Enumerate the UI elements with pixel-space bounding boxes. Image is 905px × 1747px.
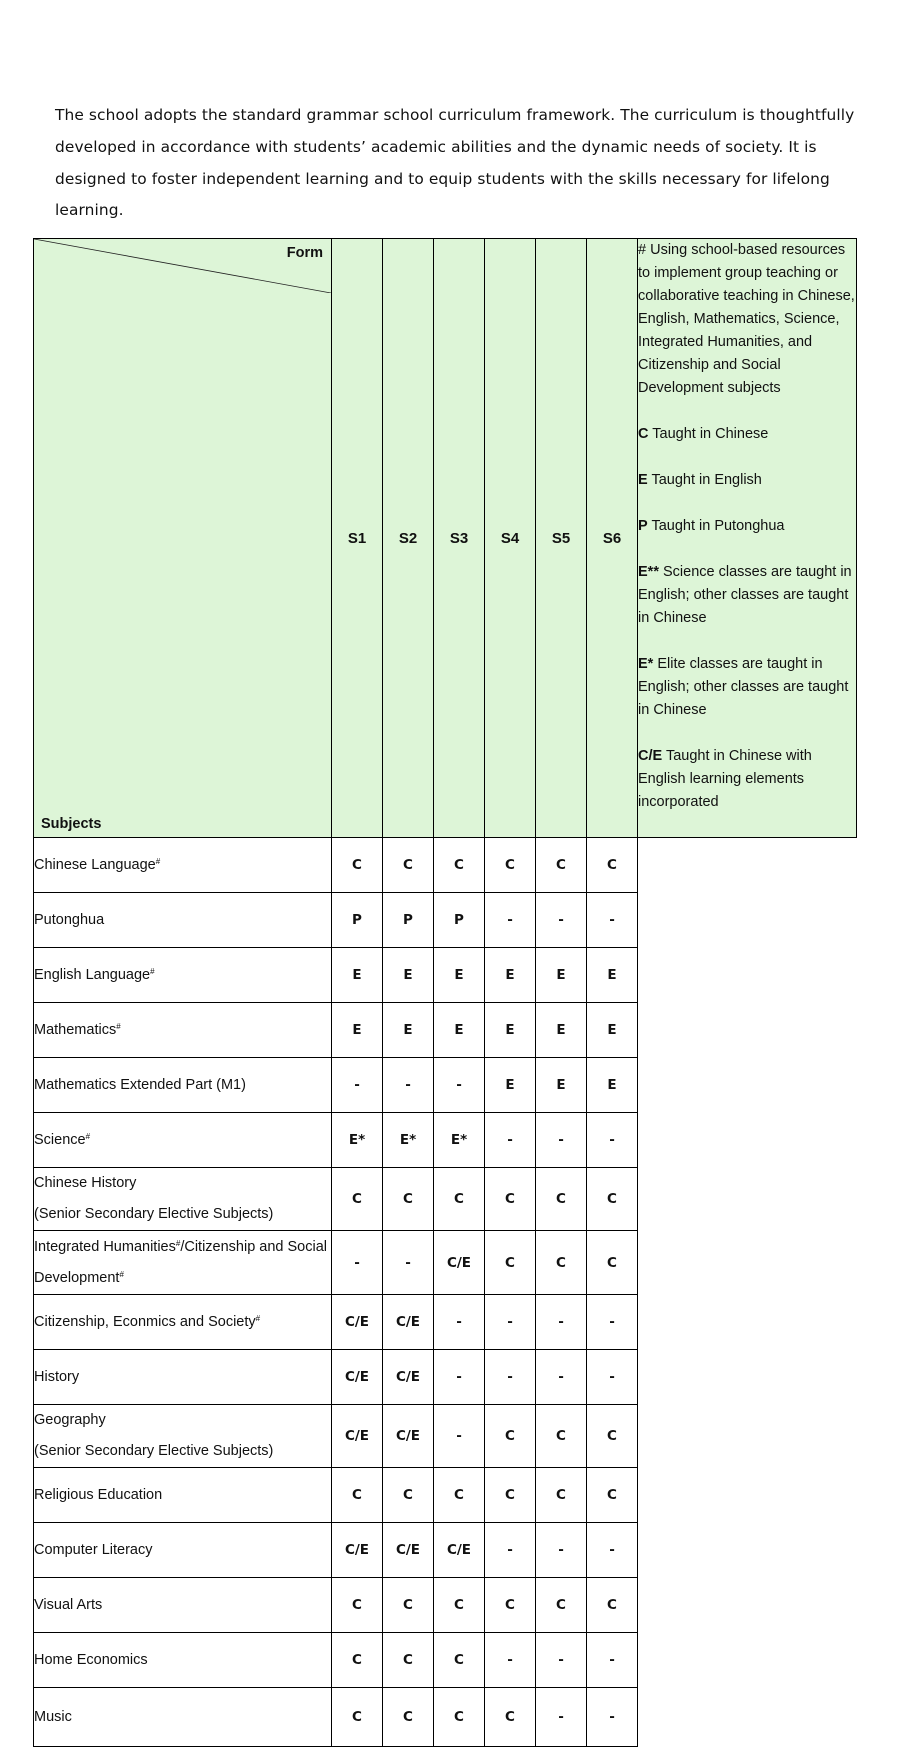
medium-cell-s2: C (383, 1468, 434, 1523)
medium-cell-s1: C/E (332, 1350, 383, 1405)
legend-key: P (638, 518, 648, 534)
medium-cell-s1: C (332, 1578, 383, 1633)
subject-cell (34, 1058, 332, 1113)
medium-cell-s4: C (485, 1468, 536, 1523)
table-row (34, 1058, 857, 1113)
medium-cell-s4: - (485, 1350, 536, 1405)
medium-cell-s3: - (434, 1405, 485, 1468)
footnote-mark: # (116, 1021, 121, 1031)
subject-name: English Language (34, 966, 151, 983)
medium-cell-s3: C (434, 1578, 485, 1633)
medium-cell-s5: - (536, 1633, 587, 1688)
footnote-mark: # (150, 966, 155, 976)
legend-key: E (638, 472, 648, 488)
medium-cell-s2: C (383, 838, 434, 893)
subject-name: Visual Arts (34, 1596, 103, 1613)
medium-cell-s4: - (485, 1523, 536, 1578)
table-row (34, 1633, 857, 1688)
medium-cell-s6: - (587, 1523, 638, 1578)
form-header-s5: S5 (536, 239, 587, 838)
legend-text: # Using school-based resources to implement group teaching or collaborative teaching in Chinese, English, Mathematics, Science, Integrated Humanities, and Citizenship and Social Development subjects (638, 242, 855, 396)
medium-cell-s2: C (383, 1168, 434, 1231)
medium-cell-s3: C/E (434, 1523, 485, 1578)
legend-item (638, 745, 856, 814)
legend-item (638, 653, 856, 722)
table-row (34, 1468, 857, 1523)
form-header-s6: S6 (587, 239, 638, 838)
medium-cell-s2: - (383, 1058, 434, 1113)
table-row (34, 1231, 857, 1295)
subject-name: Computer Literacy (34, 1541, 153, 1558)
medium-cell-s4: C (485, 1688, 536, 1747)
table-row (34, 1295, 857, 1350)
medium-cell-s6: E (587, 948, 638, 1003)
medium-cell-s4: E (485, 1058, 536, 1113)
medium-cell-s6: C (587, 1405, 638, 1468)
medium-cell-s3: E (434, 948, 485, 1003)
medium-cell-s6: E (587, 1003, 638, 1058)
medium-cell-s4: E (485, 948, 536, 1003)
legend-item (638, 515, 856, 538)
medium-cell-s6: - (587, 1295, 638, 1350)
medium-cell-s1: - (332, 1058, 383, 1113)
medium-cell-s1: C (332, 1468, 383, 1523)
legend-key: E* (638, 656, 654, 672)
medium-cell-s5: C (536, 1405, 587, 1468)
medium-cell-s6: C (587, 838, 638, 893)
table-row (34, 893, 857, 948)
form-header-s2: S2 (383, 239, 434, 838)
curriculum-table (33, 238, 857, 1747)
form-header-s3: S3 (434, 239, 485, 838)
medium-cell-s3: - (434, 1295, 485, 1350)
medium-cell-s3: - (434, 1350, 485, 1405)
subject-cell (34, 1350, 332, 1405)
subject-name: Putonghua (34, 911, 105, 928)
medium-cell-s1: C/E (332, 1523, 383, 1578)
legend-text: Elite classes are taught in English; other classes are taught in Chinese (638, 656, 849, 718)
table-row (34, 1168, 857, 1231)
legend-text: Taught in Putonghua (647, 518, 785, 534)
legend-text: Taught in Chinese (648, 426, 769, 442)
subject-subtitle: Development (34, 1269, 120, 1286)
subject-cell (34, 1003, 332, 1058)
medium-cell-s6: C (587, 1231, 638, 1295)
subject-cell (34, 1523, 332, 1578)
subject-name: Home Economics (34, 1651, 148, 1668)
medium-cell-s6: C (587, 1168, 638, 1231)
medium-cell-s4: C (485, 1168, 536, 1231)
medium-cell-s1: C (332, 1168, 383, 1231)
medium-cell-s5: C (536, 838, 587, 893)
legend-text: Taught in English (647, 472, 762, 488)
medium-cell-s5: - (536, 1350, 587, 1405)
form-subjects-header (34, 239, 332, 838)
table-row (34, 1523, 857, 1578)
legend-text: Science classes are taught in English; other classes are taught in Chinese (638, 564, 852, 626)
subject-name: Mathematics (34, 1021, 117, 1038)
subject-name: Chinese History (34, 1175, 137, 1191)
legend-text: Taught in Chinese with English learning elements incorporated (638, 748, 812, 810)
medium-cell-s4: C (485, 1578, 536, 1633)
subject-name: Mathematics Extended Part (M1) (34, 1076, 246, 1093)
medium-cell-s6: - (587, 1633, 638, 1688)
medium-cell-s6: - (587, 1350, 638, 1405)
medium-cell-s6: - (587, 893, 638, 948)
medium-cell-s1: - (332, 1231, 383, 1295)
legend-panel (638, 239, 857, 838)
table-row (34, 1688, 857, 1747)
table-header-row (34, 239, 857, 838)
medium-cell-s5: - (536, 1295, 587, 1350)
medium-cell-s3: E* (434, 1113, 485, 1168)
medium-cell-s3: C/E (434, 1231, 485, 1295)
subject-name: Music (34, 1708, 72, 1725)
medium-cell-s2: E* (383, 1113, 434, 1168)
legend-item (638, 423, 856, 446)
subject-cell (34, 1113, 332, 1168)
table-row (34, 1113, 857, 1168)
medium-cell-s3: C (434, 1688, 485, 1747)
legend-item (638, 469, 856, 492)
subject-name: Religious Education (34, 1486, 163, 1503)
subject-cell (34, 948, 332, 1003)
form-header-s4: S4 (485, 239, 536, 838)
subject-cell (34, 1405, 332, 1468)
medium-cell-s3: C (434, 1633, 485, 1688)
legend-item (638, 239, 856, 400)
legend-key: C (638, 426, 649, 442)
medium-cell-s1: C (332, 838, 383, 893)
medium-cell-s2: C (383, 1578, 434, 1633)
medium-cell-s5: - (536, 893, 587, 948)
subject-name: Chinese Language (34, 856, 156, 873)
medium-cell-s2: P (383, 893, 434, 948)
medium-cell-s5: C (536, 1468, 587, 1523)
footnote-mark: # (155, 856, 161, 866)
subject-name: Integrated Humanities (34, 1238, 176, 1255)
medium-cell-s4: E (485, 1003, 536, 1058)
medium-cell-s1: C (332, 1633, 383, 1688)
medium-cell-s1: C/E (332, 1295, 383, 1350)
medium-cell-s5: E (536, 1003, 587, 1058)
medium-cell-s5: - (536, 1688, 587, 1747)
medium-cell-s6: E (587, 1058, 638, 1113)
subject-cell (34, 1688, 332, 1747)
legend-key: E** (638, 564, 659, 580)
medium-cell-s5: - (536, 1113, 587, 1168)
medium-cell-s1: E* (332, 1113, 383, 1168)
medium-cell-s3: C (434, 838, 485, 893)
medium-cell-s3: C (434, 1468, 485, 1523)
table-row (34, 1350, 857, 1405)
medium-cell-s4: - (485, 1113, 536, 1168)
intro-paragraph: The school adopts the standard grammar school curriculum framework. The curriculum is thoughtfully developed in accordance with students’ academic abilities and the dynamic needs of society. It is designed to foster independent learning and to equip students with the skills necessary for lifelong learning. (55, 106, 855, 220)
table-row (34, 838, 857, 893)
medium-cell-s5: C (536, 1168, 587, 1231)
medium-cell-s5: E (536, 1058, 587, 1113)
footnote-mark: # (119, 1269, 124, 1279)
subject-name: History (34, 1368, 80, 1385)
subject-cell (34, 1633, 332, 1688)
subject-cell (34, 1295, 332, 1350)
subject-name: Citizenship, Econmics and Society (34, 1313, 256, 1330)
legend-key: C/E (638, 748, 663, 764)
subject-subtitle: (Senior Secondary Elective Subjects) (34, 1206, 274, 1222)
subject-cell (34, 893, 332, 948)
subject-subtitle: (Senior Secondary Elective Subjects) (34, 1443, 274, 1459)
subject-name-cont: /Citizenship and Social (180, 1238, 328, 1255)
table-row (34, 948, 857, 1003)
form-label: Form (286, 245, 323, 261)
subject-name: Science (34, 1131, 86, 1148)
medium-cell-s6: - (587, 1113, 638, 1168)
medium-cell-s1: C (332, 1688, 383, 1747)
subject-cell (34, 1578, 332, 1633)
medium-cell-s5: C (536, 1231, 587, 1295)
medium-cell-s4: C (485, 838, 536, 893)
medium-cell-s4: - (485, 1633, 536, 1688)
medium-cell-s1: C/E (332, 1405, 383, 1468)
legend-item (638, 561, 856, 630)
form-header-s1: S1 (332, 239, 383, 838)
medium-cell-s6: C (587, 1578, 638, 1633)
medium-cell-s2: C (383, 1633, 434, 1688)
medium-cell-s2: C/E (383, 1295, 434, 1350)
medium-cell-s6: C (587, 1468, 638, 1523)
medium-cell-s2: C (383, 1688, 434, 1747)
medium-cell-s1: E (332, 1003, 383, 1058)
subject-cell (34, 1168, 332, 1231)
medium-cell-s2: E (383, 948, 434, 1003)
subject-cell (34, 838, 332, 893)
medium-cell-s3: C (434, 1168, 485, 1231)
medium-cell-s2: C/E (383, 1405, 434, 1468)
medium-cell-s5: C (536, 1578, 587, 1633)
medium-cell-s2: - (383, 1231, 434, 1295)
table-row (34, 1405, 857, 1468)
table-row (34, 1578, 857, 1633)
medium-cell-s4: - (485, 1295, 536, 1350)
medium-cell-s2: C/E (383, 1523, 434, 1578)
medium-cell-s5: E (536, 948, 587, 1003)
medium-cell-s3: - (434, 1058, 485, 1113)
table-row (34, 1003, 857, 1058)
medium-cell-s1: E (332, 948, 383, 1003)
subject-name: Geography (34, 1412, 106, 1428)
medium-cell-s4: C (485, 1231, 536, 1295)
subject-cell (34, 1468, 332, 1523)
subject-cell (34, 1231, 332, 1295)
medium-cell-s3: E (434, 1003, 485, 1058)
medium-cell-s6: - (587, 1688, 638, 1747)
medium-cell-s4: - (485, 893, 536, 948)
footnote-mark: # (85, 1131, 91, 1141)
footnote-mark: # (255, 1313, 261, 1323)
medium-cell-s1: P (332, 893, 383, 948)
footnote-mark: # (175, 1238, 181, 1248)
subjects-label: Subjects (41, 816, 102, 832)
medium-cell-s2: C/E (383, 1350, 434, 1405)
medium-cell-s4: C (485, 1405, 536, 1468)
medium-cell-s3: P (434, 893, 485, 948)
medium-cell-s5: - (536, 1523, 587, 1578)
medium-cell-s2: E (383, 1003, 434, 1058)
